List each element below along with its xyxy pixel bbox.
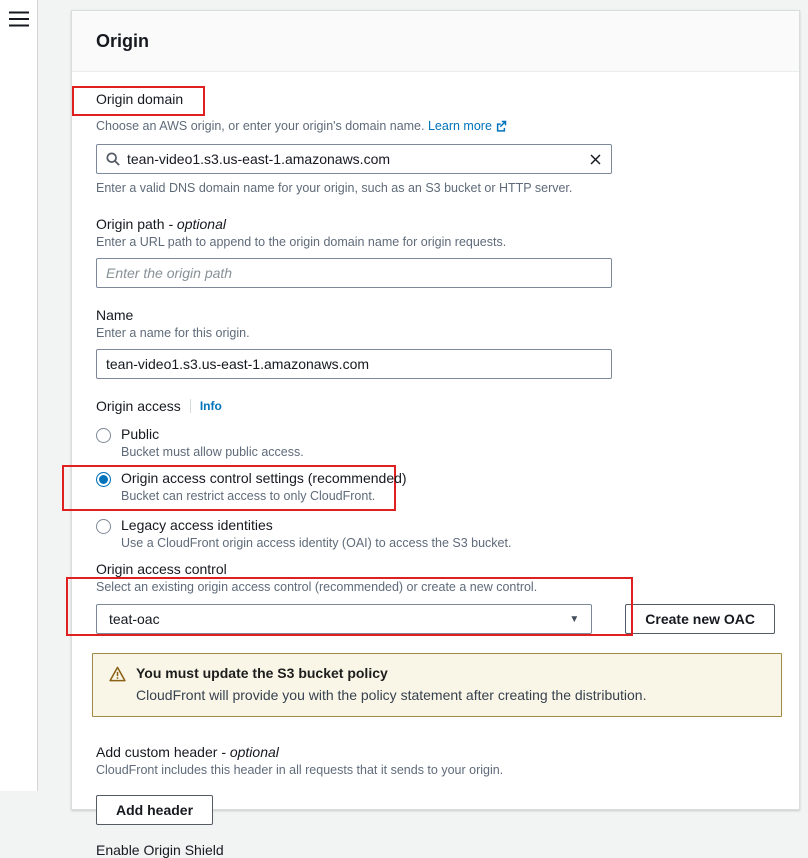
origin-path-description: Enter a URL path to append to the origin domain name for origin requests.: [96, 235, 507, 249]
search-icon: [106, 152, 120, 166]
annotation-highlight-oac-radio: [62, 465, 407, 511]
custom-header-label: Add custom header - optional: [96, 744, 279, 760]
origin-access-label: Origin access: [96, 398, 181, 414]
origin-path-input[interactable]: [106, 259, 602, 287]
name-description: Enter a name for this origin.: [96, 326, 250, 340]
chevron-down-icon: ▼: [569, 613, 580, 625]
origin-access-control-description: Select an existing origin access control (recommended) or create a new control.: [96, 580, 538, 594]
radio-desc-origin-access-control: Bucket can restrict access to only CloudFront.: [121, 489, 376, 503]
name-field: [96, 307, 775, 379]
info-link[interactable]: Info: [199, 399, 222, 413]
radio-option-legacy[interactable]: [96, 513, 775, 554]
annotation-highlight-origin-domain: [72, 86, 205, 116]
radio-button-origin-access-control[interactable]: [96, 472, 111, 487]
origin-domain-input[interactable]: [127, 145, 582, 173]
warning-message: CloudFront will provide you with the policy statement after creating the distribution.: [136, 687, 647, 703]
enable-origin-shield-label: Enable Origin Shield: [96, 842, 224, 858]
origin-access-control-field: [96, 561, 775, 634]
origin-path-label: Origin path - optional: [96, 216, 226, 232]
origin-domain-label: Origin domain: [96, 91, 184, 107]
optional-suffix: - optional: [221, 744, 279, 760]
clear-input-icon[interactable]: [589, 153, 602, 166]
custom-header-description: CloudFront includes this header in all requests that it sends to your origin.: [96, 763, 504, 777]
radio-label-public: Public: [121, 426, 160, 442]
name-label: Name: [96, 307, 134, 323]
origin-panel: [71, 10, 800, 858]
name-input[interactable]: [106, 350, 602, 378]
radio-button-public[interactable]: [96, 428, 111, 443]
origin-access-control-label: Origin access control: [96, 561, 227, 577]
name-input-wrapper: [96, 349, 612, 379]
radio-option-origin-access-control[interactable]: [96, 470, 407, 503]
origin-access-field: [96, 398, 775, 554]
origin-path-field: [96, 216, 775, 288]
collapsed-sidebar: [0, 0, 38, 791]
radio-button-legacy[interactable]: [96, 519, 111, 534]
origin-domain-description: Choose an AWS origin, or enter your origin's domain name. Learn more: [96, 119, 775, 136]
custom-header-field: [96, 744, 775, 825]
external-link-icon: [495, 120, 507, 136]
add-header-button[interactable]: Add header: [96, 795, 213, 825]
radio-desc-public: Bucket must allow public access.: [121, 445, 304, 459]
radio-label-legacy: Legacy access identities: [121, 517, 273, 533]
s3-policy-warning-banner: [92, 653, 782, 717]
hamburger-menu-icon[interactable]: [9, 11, 29, 32]
optional-suffix: - optional: [168, 216, 226, 232]
oac-select-dropdown[interactable]: [96, 604, 592, 634]
radio-label-origin-access-control: Origin access control settings (recommended): [121, 470, 407, 486]
origin-domain-helper: Enter a valid DNS domain name for your origin, such as an S3 bucket or HTTP server.: [96, 181, 573, 195]
radio-desc-legacy: Use a CloudFront origin access identity (OAI) to access the S3 bucket.: [121, 536, 512, 550]
warning-triangle-icon: [109, 666, 126, 687]
origin-panel-header: [72, 11, 799, 72]
panel-title: Origin: [96, 31, 149, 51]
label-divider: [190, 399, 191, 413]
origin-path-input-wrapper: [96, 258, 612, 288]
learn-more-link[interactable]: Learn more: [427, 119, 492, 133]
oac-selected-value: teat-oac: [109, 611, 160, 627]
warning-title: You must update the S3 bucket policy: [136, 665, 388, 681]
origin-domain-field: [96, 86, 775, 195]
origin-domain-input-wrapper: [96, 144, 612, 174]
create-new-oac-button[interactable]: Create new OAC: [625, 604, 775, 634]
radio-option-public[interactable]: [96, 422, 775, 463]
